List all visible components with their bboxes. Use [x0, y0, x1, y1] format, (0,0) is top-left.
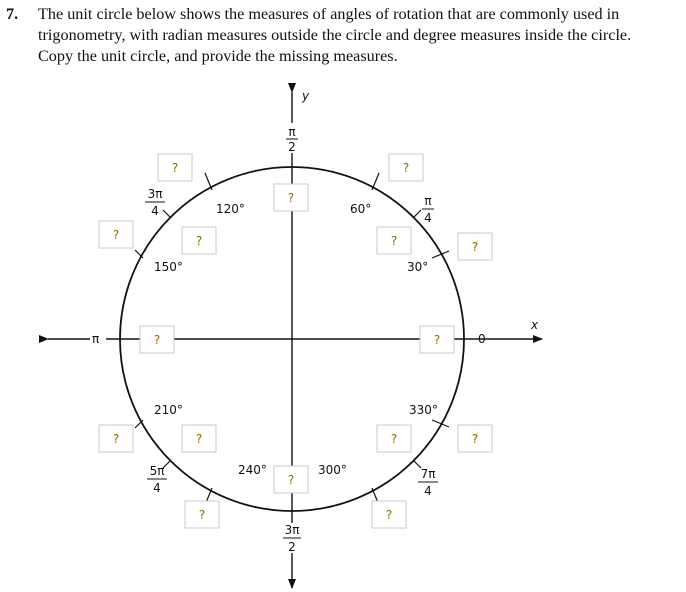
- missing-measure: ?: [171, 161, 179, 175]
- missing-measure: ?: [153, 333, 161, 347]
- radian-7pi-4-num: 7π: [420, 467, 436, 481]
- y-axis-label: y: [302, 89, 310, 103]
- radian-pi-2-num: π: [288, 125, 296, 139]
- missing-measure: ?: [112, 228, 120, 242]
- radian-3pi-4-den: 4: [151, 204, 159, 218]
- radian-pi-label: π: [92, 332, 100, 346]
- missing-measure: ?: [390, 234, 398, 248]
- missing-measure: ?: [402, 161, 410, 175]
- missing-measure: ?: [112, 432, 120, 446]
- missing-measure: ?: [195, 432, 203, 446]
- radian-3pi-2-den: 2: [288, 540, 296, 554]
- degree-150-label: 150°: [154, 260, 183, 274]
- radian-zero-label: 0: [478, 332, 486, 346]
- missing-measure: ?: [198, 508, 206, 522]
- missing-measure: ?: [195, 234, 203, 248]
- radian-5pi-4-den: 4: [153, 481, 161, 495]
- problem-number: 7.: [6, 5, 19, 23]
- degree-60-label: 60°: [350, 202, 372, 216]
- problem-line-2: trigonometry, with radian measures outside the circle and degree measures inside the circle.: [38, 26, 632, 44]
- degree-300-label: 300°: [318, 463, 347, 477]
- missing-measure: ?: [287, 473, 295, 487]
- radian-pi-4-den: 4: [424, 211, 432, 225]
- degree-30-label: 30°: [407, 260, 429, 274]
- problem-line-3: Copy the unit circle, and provide the missing measures.: [38, 47, 398, 65]
- degree-120-label: 120°: [216, 202, 245, 216]
- missing-measure: ?: [390, 432, 398, 446]
- radian-pi-4-num: π: [424, 194, 432, 208]
- radian-7pi-4-den: 4: [424, 484, 432, 498]
- radian-3pi-4-num: 3π: [147, 187, 163, 201]
- degree-210-label: 210°: [154, 403, 183, 417]
- degree-330-label: 330°: [409, 403, 438, 417]
- radian-pi-2-den: 2: [288, 140, 296, 154]
- radian-5pi-4-num: 5π: [149, 464, 165, 478]
- radian-3pi-2-num: 3π: [284, 523, 300, 537]
- missing-measure: ?: [471, 432, 479, 446]
- degree-240-label: 240°: [238, 463, 267, 477]
- missing-measure: ?: [433, 333, 441, 347]
- x-axis-label: x: [531, 318, 539, 332]
- problem-line-1: The unit circle below shows the measures of angles of rotation that are commonly used in: [38, 5, 620, 23]
- missing-measure: ?: [471, 240, 479, 254]
- missing-measure: ?: [385, 508, 393, 522]
- missing-measure: ?: [287, 191, 295, 205]
